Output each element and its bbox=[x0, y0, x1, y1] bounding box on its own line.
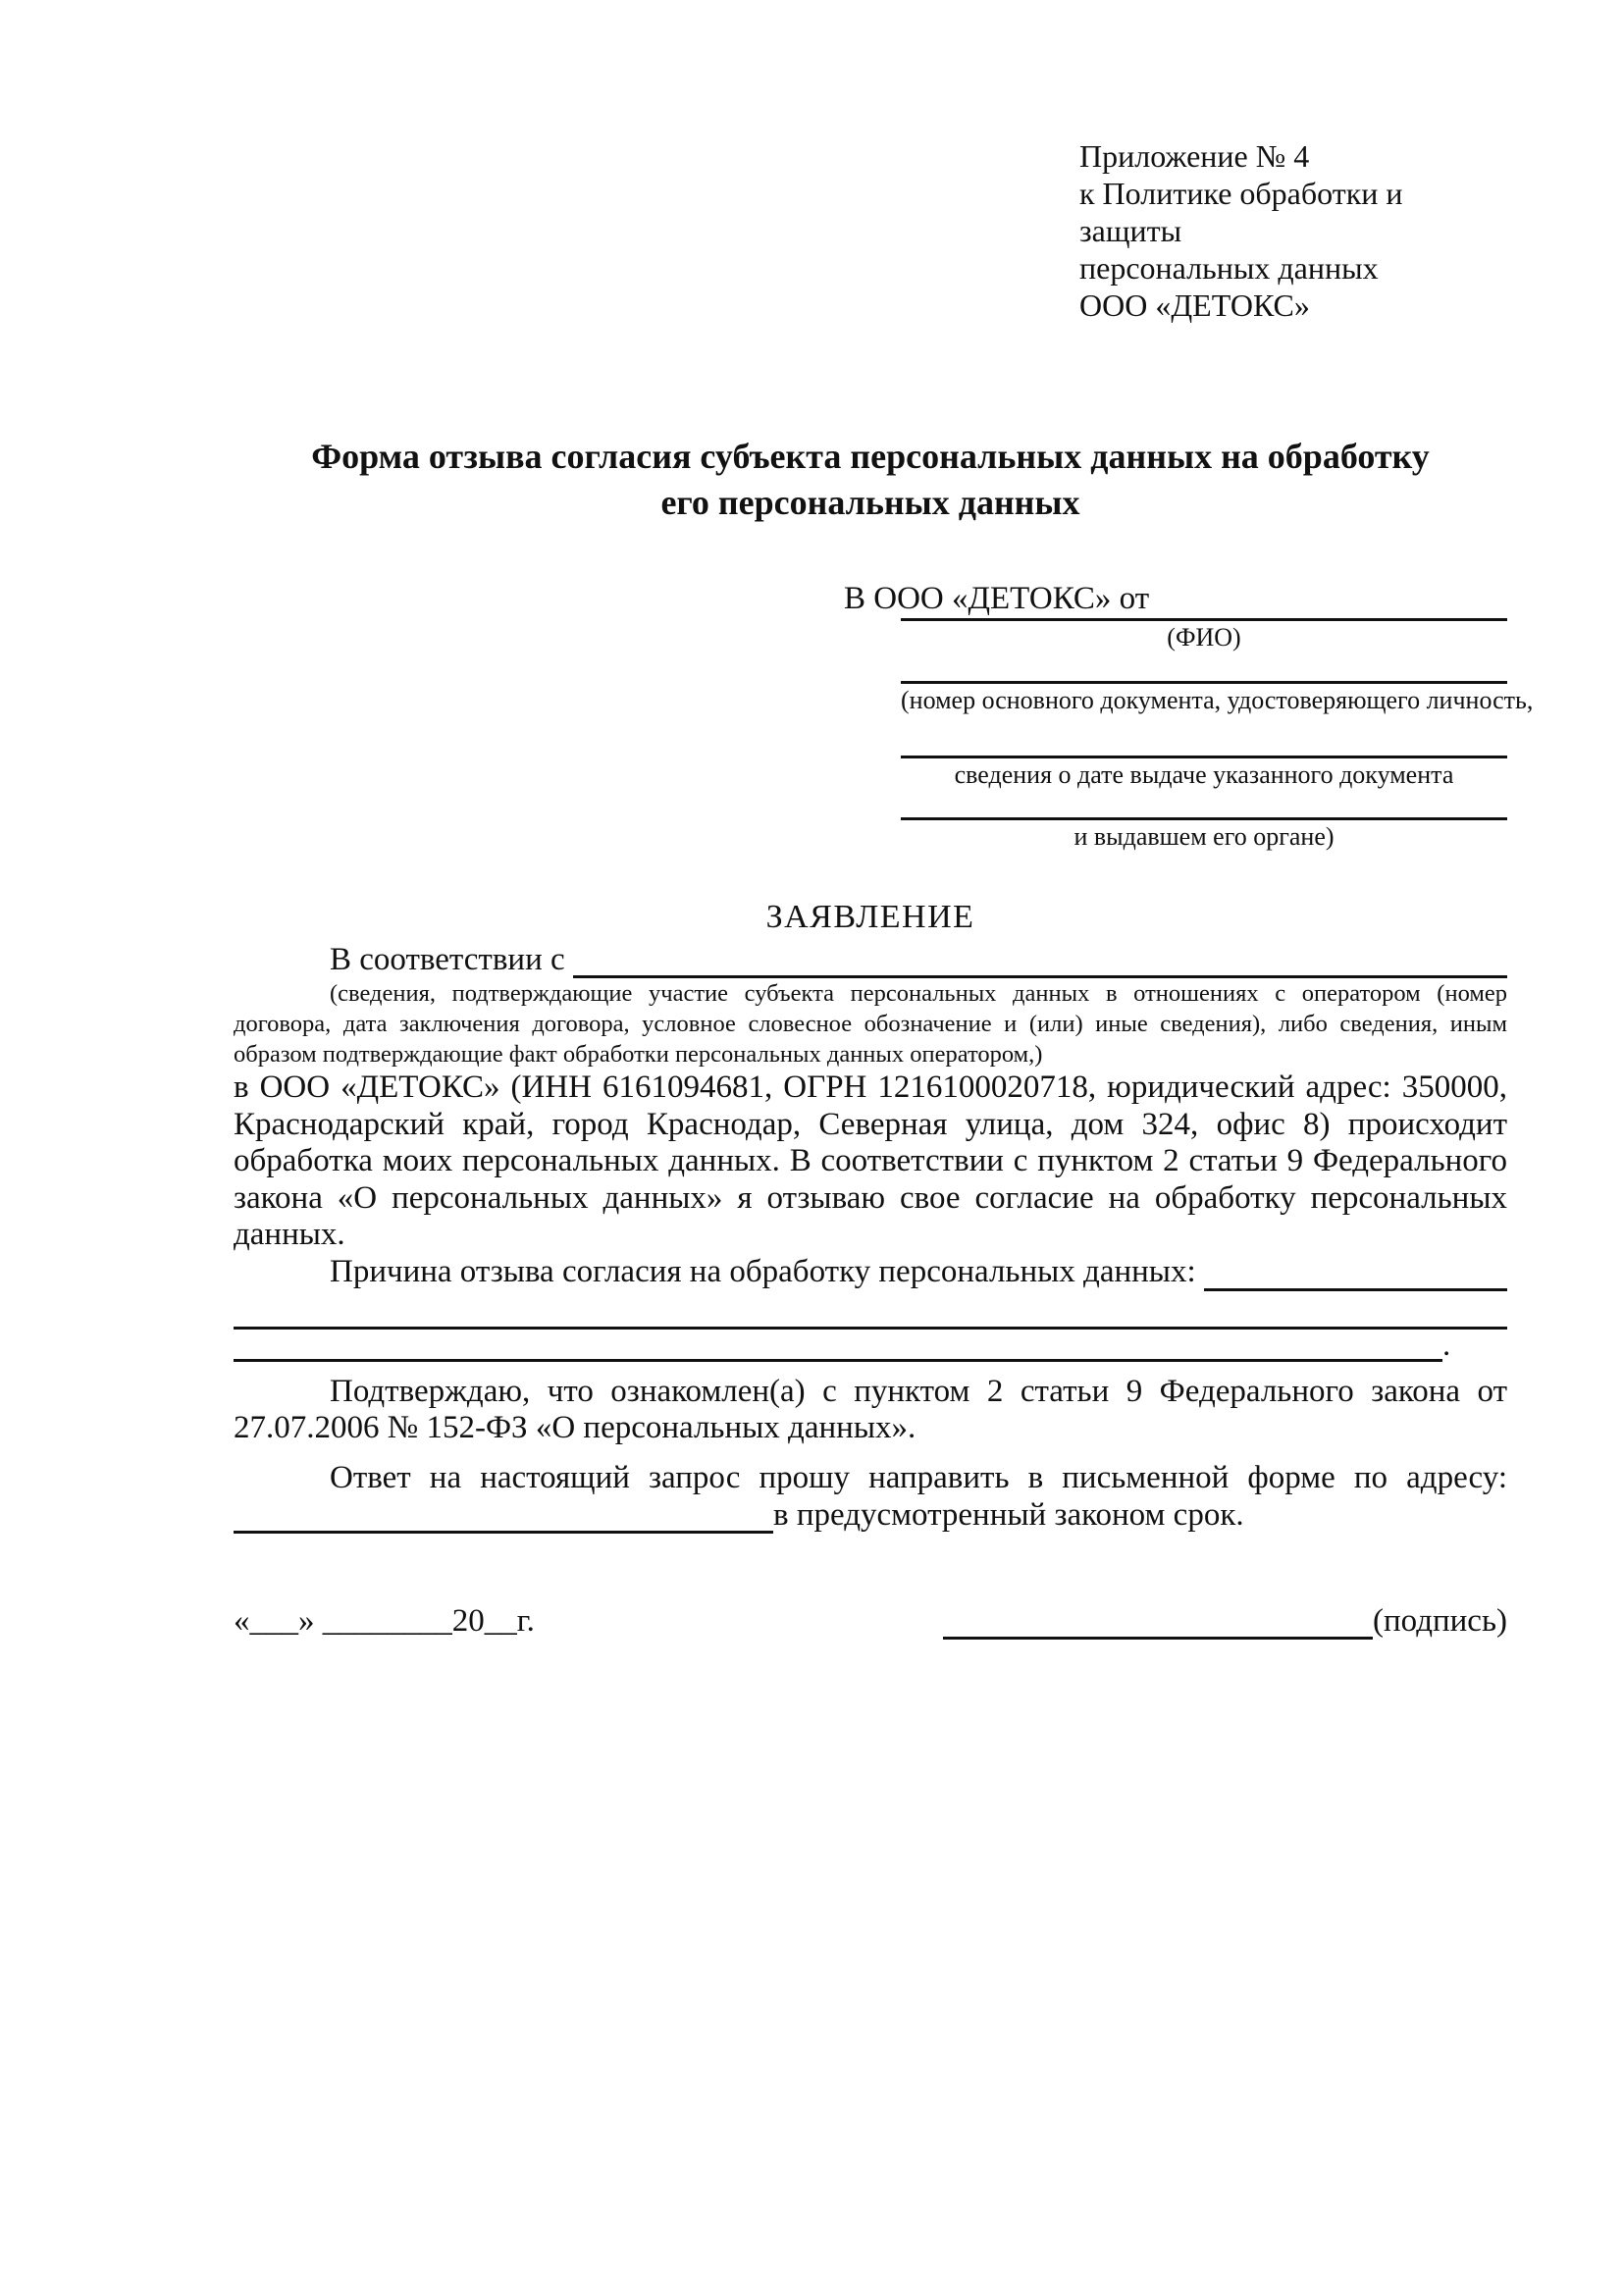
main-paragraph: в ООО «ДЕТОКС» (ИНН 6161094681, ОГРН 1216100020718, юридический адрес: 350000, Краснодарский край, город Краснодар, Северная улица, дом 324, офис 8) происходит обработка моих персональных данных. В соответствии с пунктом 2 статьи 9 Федерального закона «О персональных данных» я отзываю свое согласие на обработку персональных данных. bbox=[234, 1070, 1507, 1252]
date-signature-row bbox=[234, 1602, 1507, 1640]
issue-date-blank-field bbox=[901, 756, 1507, 791]
basis-line bbox=[234, 941, 1507, 978]
reply-address-blank-line bbox=[234, 1497, 773, 1534]
statement-heading: ЗАЯВЛЕНИЕ bbox=[765, 899, 975, 935]
document-number-caption: (номер основного документа, удостоверяющего личность, bbox=[901, 686, 1534, 714]
fio-caption: (ФИО) bbox=[1167, 623, 1241, 652]
date-blank-line: «___» ________20__г. bbox=[234, 1602, 535, 1639]
appendix-line: ООО «ДЕТОКС» bbox=[1079, 287, 1310, 323]
document-number-blank-field bbox=[901, 681, 1534, 716]
signature-caption: (подпись) bbox=[1373, 1602, 1507, 1639]
reply-suffix: в предусмотренный законом срок. bbox=[773, 1496, 1244, 1533]
issuing-authority-caption: и выдавшем его органе) bbox=[1073, 822, 1335, 851]
confirmation-paragraph: Подтверждаю, что ознакомлен(а) с пунктом 2 статьи 9 Федерального закона от 27.07.2006 № 152-ФЗ «О персональных данных». bbox=[234, 1373, 1507, 1445]
reply-request-line: Ответ на настоящий запрос прошу направить в письменной форме по адресу: bbox=[330, 1459, 1507, 1495]
blank-line-terminator: . bbox=[1442, 1327, 1451, 1363]
reply-address-line bbox=[234, 1496, 1507, 1534]
document-title-line: его персональных данных bbox=[660, 483, 1080, 522]
appendix-line: к Политике обработки и защиты bbox=[1079, 176, 1403, 248]
reason-line bbox=[234, 1254, 1507, 1291]
appendix-line: Приложение № 4 bbox=[1079, 138, 1310, 174]
appendix-line: персональных данных bbox=[1079, 250, 1379, 286]
document-title bbox=[234, 434, 1507, 526]
reason-blank-row-2 bbox=[234, 1327, 1507, 1363]
fio-blank-field bbox=[901, 618, 1507, 653]
issuing-authority-blank-field bbox=[901, 817, 1507, 853]
addressee-line: В ООО «ДЕТОКС» от bbox=[844, 581, 1150, 616]
document-title-line: Форма отзыва согласия субъекта персональных данных на обработку bbox=[311, 437, 1430, 476]
signature-blank-line bbox=[943, 1603, 1373, 1640]
reason-prefix: Причина отзыва согласия на обработку персональных данных: bbox=[330, 1254, 1196, 1289]
issue-date-caption: сведения о дате выдаче указанного документа bbox=[954, 760, 1454, 789]
basis-note: (сведения, подтверждающие участие субъекта персональных данных в отношениях с оператором (номер договора, дата заключения договора, условное словесное обозначение и (или) иные сведения), либо сведения, иным образом подтверждающие факт обработки персональных данных оператором,) bbox=[234, 980, 1507, 1068]
reason-blank-line bbox=[1204, 1255, 1507, 1291]
reason-blank-line-3 bbox=[234, 1327, 1442, 1362]
reason-blank-line-2 bbox=[234, 1294, 1507, 1330]
basis-blank-line bbox=[573, 942, 1507, 978]
appendix-block bbox=[1079, 137, 1507, 324]
basis-prefix: В соответствии с bbox=[330, 941, 565, 977]
reason-blank-row-1 bbox=[234, 1297, 1507, 1330]
